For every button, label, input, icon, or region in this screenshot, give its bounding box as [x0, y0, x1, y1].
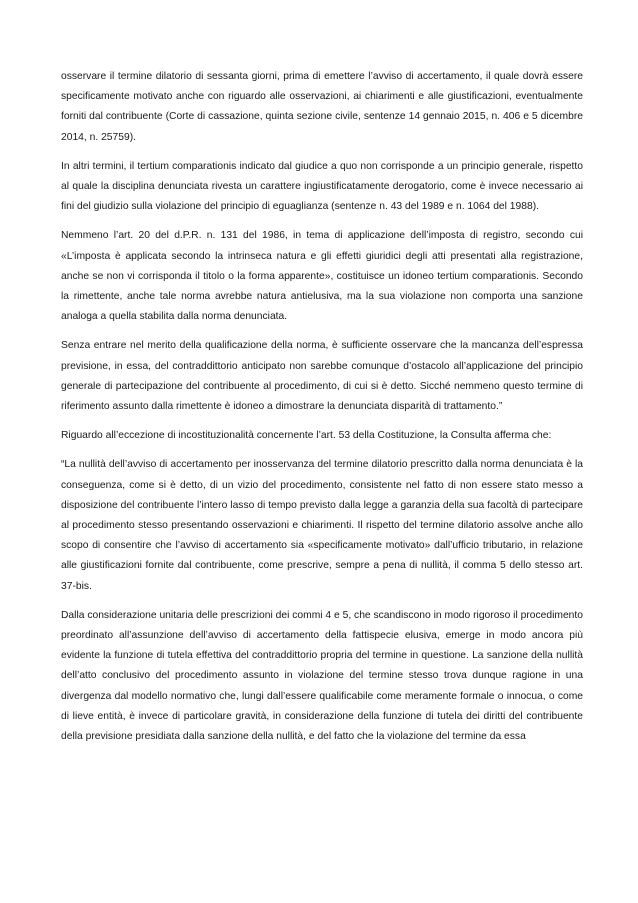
paragraph: Senza entrare nel merito della qualificazione della norma, è sufficiente osservare che la mancanza dell’espressa previsione, in essa, del contraddittorio anticipato non sarebbe comunque d’ostacolo all’applicazione del principio generale di partecipazione del contribuente al procedimento, di cui si è detto. Sicché nemmeno questo termine di riferimento assunto dalla rimettente è idoneo a dimostrare la denunciata disparità di trattamento.” — [61, 340, 583, 413]
paragraph: “La nullità dell’avviso di accertamento per inosservanza del termine dilatorio prescritto dalla norma denunciata è la conseguenza, come si è detto, di un vizio del procedimento, consistente nel fatto di non essere stato messo a disposizione del contribuente l’intero lasso di tempo previsto dalla legge a garanzia della sua facoltà di partecipare al procedimento stesso presentando osservazioni e chiarimenti. Il rispetto del termine dilatorio assolve anche allo scopo di consentire che l’avviso di accertamento sia «specificamente motivato» dall’ufficio tributario, in relazione alle giustificazioni fornite dal contribuente, come prescrive, sempre a pena di nullità, il comma 5 dello stesso art. 37-bis. — [61, 459, 583, 592]
paragraph: Dalla considerazione unitaria delle prescrizioni dei commi 4 e 5, che scandiscono in modo rigoroso il procedimento preordinato all’assunzione dell’avviso di accertamento della fattispecie elusiva, emerge in modo ancora più evidente la funzione di tutela effettiva del contraddittorio propria del termine in questione. La sanzione della nullità dell’atto conclusivo del procedimento assunto in violazione del termine stesso trova dunque ragione in una divergenza dal modello normativo che, lungi dall’essere qualificabile come meramente formale o innocua, o come di lieve entità, è invece di particolare gravità, in considerazione della funzione di tutela dei diritti del contribuente della previsione presidiata dalla sanzione della nullità, e del fatto che la violazione del termine da essa — [61, 609, 583, 743]
paragraph: Nemmeno l’art. 20 del d.P.R. n. 131 del 1986, in tema di applicazione dell’imposta di registro, secondo cui «L’imposta è applicata secondo la intrinseca natura e gli effetti giuridici degli atti presentati alla registrazione, anche se non vi corrisponda il titolo o la forma apparente», costituisce un idoneo tertium comparationis. Secondo la rimettente, anche tale norma avrebbe natura antielusiva, ma la sua violazione non comporta una sanzione analoga a quella stabilita dalla norma denunciata. — [61, 230, 583, 323]
paragraph: osservare il termine dilatorio di sessanta giorni, prima di emettere l’avviso di accertamento, il quale dovrà essere specificamente motivato anche con riguardo alle osservazioni, ai chiarimenti e alle giustificazioni, eventualmente forniti dal contribuente (Corte di cassazione, quinta sezione civile, sentenze 14 gennaio 2015, n. 406 e 5 dicembre 2014, n. 25759). — [61, 71, 583, 143]
paragraph: In altri termini, il tertium comparationis indicato dal giudice a quo non corrisponde a un principio generale, rispetto al quale la disciplina denunciata rivesta un carattere ingiustificatamente derogatorio, come è invece necessario ai fini del giudizio sulla violazione del principio di eguaglianza (sentenze n. 43 del 1989 e n. 1064 del 1988). — [61, 160, 583, 213]
paragraph: Riguardo all’eccezione di incostituzionalità concernente l’art. 53 della Costituzione, la Consulta afferma che: — [61, 430, 552, 442]
